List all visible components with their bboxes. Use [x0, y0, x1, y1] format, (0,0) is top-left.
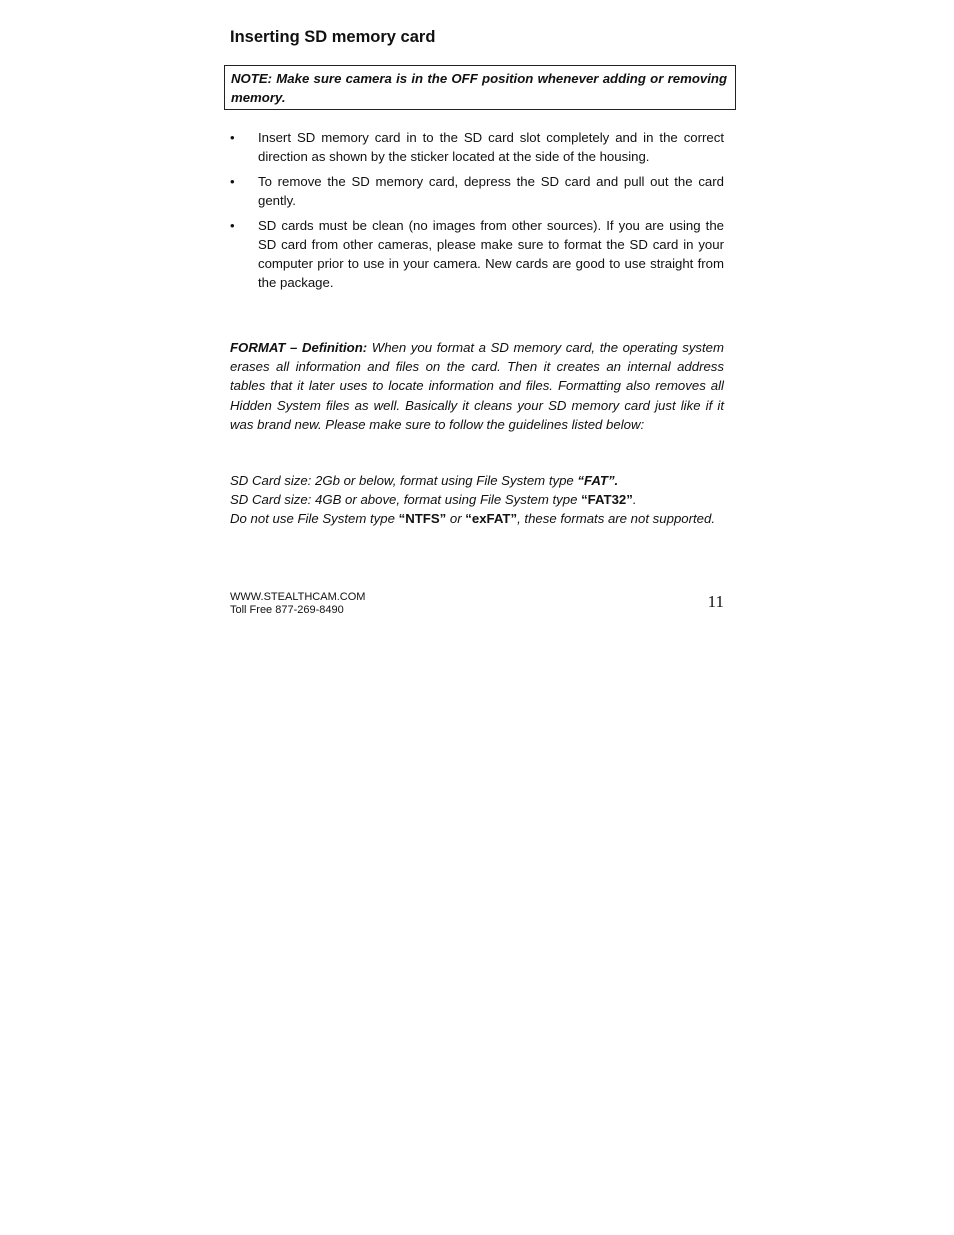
footer-website: WWW.STEALTHCAM.COM [230, 591, 366, 603]
guideline-type: “NTFS” [398, 511, 447, 526]
bullet-icon: • [230, 174, 235, 189]
list-item [230, 128, 724, 166]
footer-phone: Toll Free 877-269-8490 [230, 603, 344, 616]
guideline-fat [230, 471, 724, 490]
definition-lead: FORMAT – Definition: [230, 340, 368, 355]
guideline-text: Do not use File System type [230, 511, 399, 526]
format-guidelines [230, 471, 724, 528]
guideline-end: . [632, 492, 637, 507]
format-definition [230, 338, 724, 434]
guideline-text: , these formats are not supported. [517, 511, 716, 526]
instruction-list [230, 128, 724, 298]
guideline-text: or [446, 511, 466, 526]
list-item-text: To remove the SD memory card, depress the SD card and pull out the card gently. [258, 174, 724, 208]
guideline-type: “FAT”. [577, 473, 619, 488]
footer-contact [230, 591, 365, 616]
page-number: 11 [707, 592, 724, 611]
page-heading: Inserting SD memory card [230, 28, 436, 46]
list-item-text: SD cards must be clean (no images from other sources). If you are using the SD card from other cameras, please make sure to format the SD card in your computer prior to use in your camera. New cards are good to use straight from the package. [258, 218, 724, 290]
guideline-text: SD Card size: 4GB or above, format using File System type [230, 492, 582, 507]
bullet-icon: • [230, 130, 235, 145]
list-item-text: Insert SD memory card in to the SD card slot completely and in the correct direction as shown by the sticker located at the side of the housing. [258, 130, 724, 164]
definition-body: When you format a SD memory card, the operating system erases all information and files on the card. Then it creates an internal address tables that it later uses to locate information and files. Formatting also removes all Hidden System files as well. Basically it cleans your SD memory card just like if it was brand new. Please make sure to follow the guidelines listed below: [230, 340, 724, 432]
list-item [230, 216, 724, 292]
guideline-type: “exFAT” [465, 511, 518, 526]
guideline-unsupported [230, 509, 724, 528]
note-box: NOTE: Make sure camera is in the OFF position whenever adding or removing memory. [224, 65, 736, 110]
guideline-fat32 [230, 490, 724, 509]
guideline-type: “FAT32” [581, 492, 633, 507]
guideline-text: SD Card size: 2Gb or below, format using File System type [230, 473, 578, 488]
bullet-icon: • [230, 218, 235, 233]
list-item [230, 172, 724, 210]
